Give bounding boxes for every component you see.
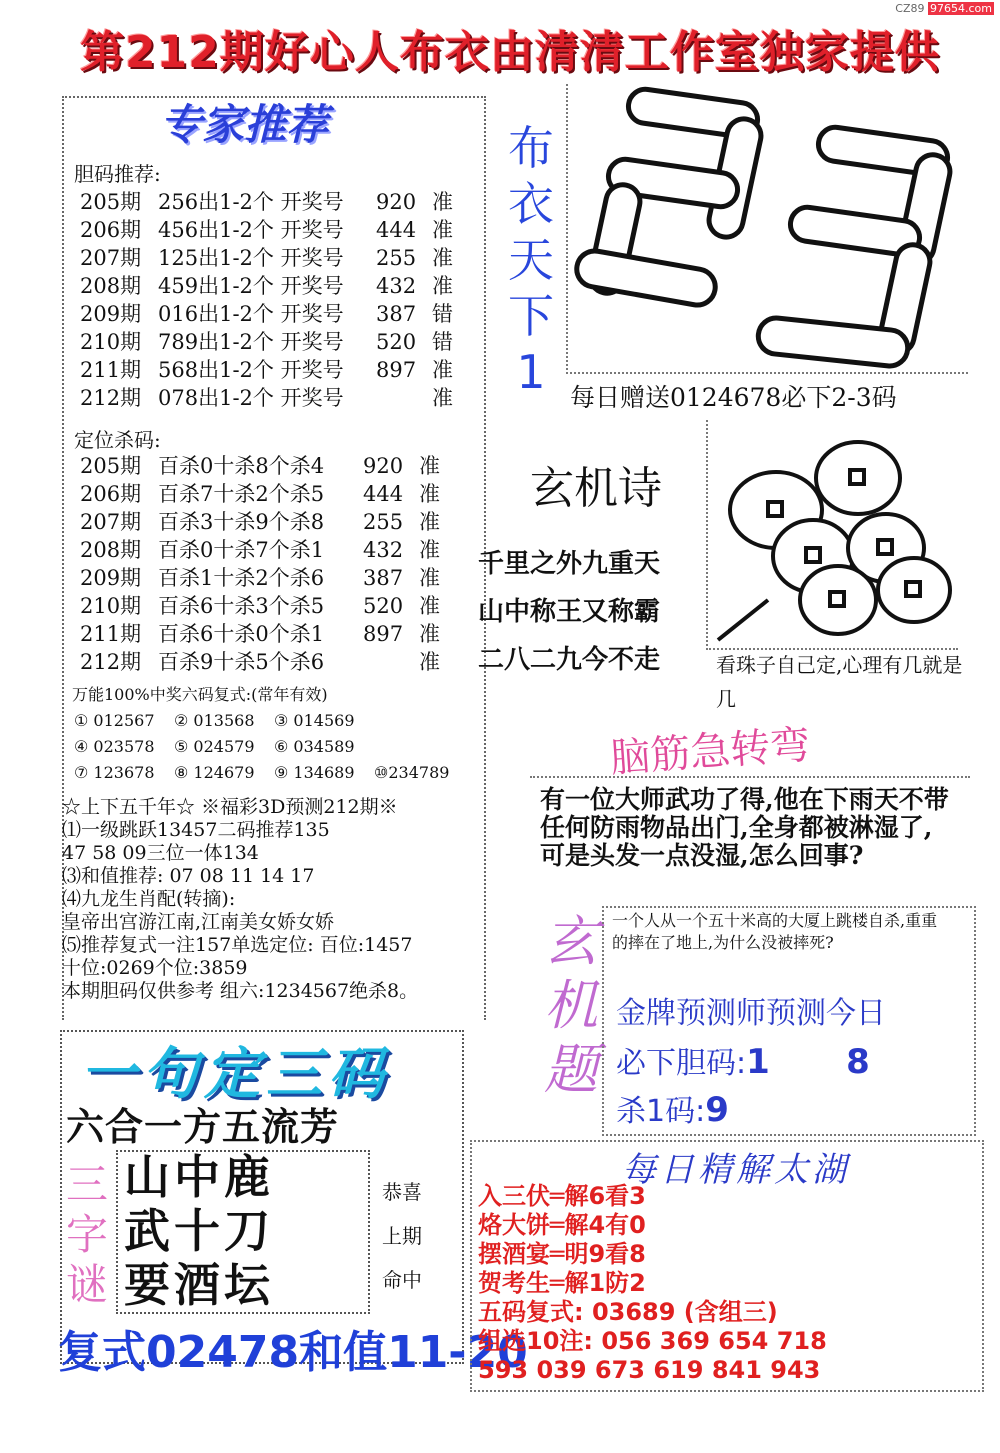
row-result: 准 bbox=[432, 218, 453, 242]
row-period: 209期 bbox=[80, 302, 142, 326]
row-text: 百杀7十杀2个杀5 bbox=[158, 482, 325, 506]
history-line: ☆上下五千年☆ ※福彩3D预测212期※ bbox=[62, 796, 398, 818]
table-row bbox=[80, 244, 462, 272]
row-text: 百杀6十杀3个杀5 bbox=[158, 594, 325, 618]
row-text: 016出1-2个 开奖号 bbox=[158, 302, 344, 326]
taihu-line: 组选10注: 056 369 654 718 bbox=[478, 1327, 827, 1355]
row-number: 432 bbox=[376, 274, 417, 298]
congrats-line: 命中 bbox=[382, 1268, 422, 1292]
combo-row bbox=[74, 760, 474, 786]
row-result: 准 bbox=[419, 510, 440, 534]
table-row bbox=[80, 216, 462, 244]
row-period: 206期 bbox=[80, 218, 142, 242]
congrats-line: 上期 bbox=[382, 1224, 422, 1248]
must-digit-b: 8 bbox=[846, 1042, 870, 1082]
watermark bbox=[895, 2, 994, 15]
congrats-line: 恭喜 bbox=[382, 1180, 422, 1204]
watermark-part2: 97654.com bbox=[930, 2, 992, 15]
row-result: 准 bbox=[419, 482, 440, 506]
row-number: 432 bbox=[363, 538, 404, 562]
table-row bbox=[80, 564, 449, 592]
row-text: 256出1-2个 开奖号 bbox=[158, 190, 344, 214]
must-digits bbox=[616, 1038, 870, 1082]
row-period: 206期 bbox=[80, 482, 142, 506]
table-row bbox=[80, 480, 449, 508]
combo-item: ⑨ 134689 bbox=[274, 763, 355, 782]
combo-row bbox=[74, 734, 474, 760]
history-line: 47 58 09三位一体134 bbox=[62, 842, 259, 864]
row-text: 百杀3十杀9个杀8 bbox=[158, 510, 325, 534]
sentence-main: 六合一方五流芳 bbox=[66, 1105, 340, 1149]
kill-label: 定位杀码: bbox=[74, 428, 161, 452]
taihu-line: 贺考生═解1防2 bbox=[478, 1269, 646, 1297]
row-period: 205期 bbox=[80, 454, 142, 478]
row-number: 920 bbox=[376, 190, 417, 214]
row-number: 255 bbox=[363, 510, 404, 534]
row-period: 210期 bbox=[80, 594, 142, 618]
taihu-line: 五码复式: 03689 (含组三) bbox=[478, 1298, 778, 1326]
history-line: 本期胆码仅供参考 组六:1234567绝杀8。 bbox=[62, 980, 419, 1002]
row-number: 387 bbox=[363, 566, 404, 590]
expert-title: 专家推荐 bbox=[160, 100, 329, 149]
domino-number-art bbox=[566, 84, 968, 374]
row-text: 568出1-2个 开奖号 bbox=[158, 358, 344, 382]
row-number: 255 bbox=[376, 246, 417, 270]
gold-predictor: 金牌预测师预测今日 bbox=[616, 996, 886, 1031]
combo-item: ⑥ 034589 bbox=[274, 737, 355, 756]
riddle-line: 武十刀 bbox=[124, 1204, 274, 1258]
row-number: 897 bbox=[363, 622, 404, 646]
row-text: 百杀6十杀0个杀1 bbox=[158, 622, 325, 646]
row-period: 209期 bbox=[80, 566, 142, 590]
combo-item: ③ 014569 bbox=[274, 711, 355, 730]
row-number: 897 bbox=[376, 358, 417, 382]
kill-table bbox=[80, 452, 449, 676]
row-text: 百杀1十杀2个杀6 bbox=[158, 566, 325, 590]
row-number: 444 bbox=[363, 482, 404, 506]
table-row bbox=[80, 188, 462, 216]
page-title: 第212期好心人布衣由清清工作室独家提供 bbox=[80, 27, 940, 78]
row-text: 789出1-2个 开奖号 bbox=[158, 330, 344, 354]
poem-line: 千里之外九重天 bbox=[478, 549, 661, 579]
row-result: 准 bbox=[432, 246, 453, 270]
row-period: 212期 bbox=[80, 386, 142, 410]
table-row bbox=[80, 508, 449, 536]
row-number: 520 bbox=[376, 330, 417, 354]
sentence-title: 一句定三码 bbox=[80, 1042, 390, 1107]
row-number: 444 bbox=[376, 218, 417, 242]
table-row bbox=[80, 592, 449, 620]
poem-line: 二八二九今不走 bbox=[478, 645, 661, 675]
kill-digit bbox=[616, 1086, 729, 1130]
row-result: 准 bbox=[419, 454, 440, 478]
table-row bbox=[80, 536, 449, 564]
row-period: 210期 bbox=[80, 330, 142, 354]
danma-table bbox=[80, 188, 462, 412]
taihu-line: 烙大饼═解4有0 bbox=[478, 1211, 646, 1239]
domino-icon bbox=[568, 84, 968, 372]
row-result: 准 bbox=[419, 594, 440, 618]
row-result: 错 bbox=[432, 302, 453, 326]
taihu-line: 入三伏═解6看3 bbox=[478, 1182, 646, 1210]
table-row bbox=[80, 384, 462, 412]
history-box bbox=[62, 796, 482, 1003]
table-row bbox=[80, 452, 449, 480]
taihu-line: 摆酒宴═明9看8 bbox=[478, 1240, 646, 1268]
brain-teaser-text: 有一位大师武功了得,他在下雨天不带任何防雨物品出门,全身都被淋湿了,可是头发一点没湿,怎么回事? bbox=[540, 785, 949, 870]
row-text: 459出1-2个 开奖号 bbox=[158, 274, 344, 298]
beads-note: 看珠子自己定,心理有几就是几 bbox=[716, 653, 963, 711]
combo-item: ⑧ 124679 bbox=[174, 763, 255, 782]
puzzle-text: 一个人从一个五十米高的大厦上跳楼自杀,重重的摔在了地上,为什么没被摔死? bbox=[612, 911, 938, 952]
history-line: 十位:0269个位:3859 bbox=[62, 957, 248, 979]
combo-item: ⑩234789 bbox=[374, 763, 450, 782]
table-row bbox=[80, 648, 449, 676]
puzzle-label: 玄机题 bbox=[544, 910, 598, 1101]
row-text: 078出1-2个 开奖号 bbox=[158, 386, 344, 410]
mystic-poem bbox=[478, 540, 660, 684]
combo-item: ⑦ 123678 bbox=[74, 763, 155, 782]
compound-bet: 复式02478和值11-20 bbox=[58, 1327, 528, 1378]
row-period: 208期 bbox=[80, 274, 142, 298]
row-number: 387 bbox=[376, 302, 417, 326]
taihu-lines bbox=[478, 1182, 827, 1385]
row-result: 准 bbox=[432, 274, 453, 298]
row-result: 错 bbox=[432, 330, 453, 354]
combo-item: ⑤ 024579 bbox=[174, 737, 255, 756]
kill-digit-value: 9 bbox=[705, 1090, 729, 1130]
combo-item: ④ 023578 bbox=[74, 737, 155, 756]
riddle-line: 要酒坛 bbox=[124, 1258, 274, 1312]
kill-digit-label: 杀1码: bbox=[616, 1094, 706, 1129]
combo-title: 万能100%中奖六码复式:(常年有效) bbox=[72, 685, 328, 704]
row-period: 211期 bbox=[80, 622, 142, 646]
row-result: 准 bbox=[419, 538, 440, 562]
row-period: 211期 bbox=[80, 358, 142, 382]
vertical-brand: 布衣天下1 bbox=[508, 121, 554, 399]
row-result: 准 bbox=[432, 190, 453, 214]
brain-teaser-title: 脑筋急转弯 bbox=[608, 722, 812, 782]
row-result: 准 bbox=[419, 650, 440, 674]
combo-row bbox=[74, 708, 474, 734]
history-line: ⑶和值推荐: 07 08 11 14 17 bbox=[62, 865, 315, 887]
history-line: ⑸推荐复式一注157单选定位: 百位:1457 bbox=[62, 934, 413, 956]
row-text: 百杀0十杀7个杀1 bbox=[158, 538, 325, 562]
history-line: ⑴一级跳跃13457二码推荐135 bbox=[62, 819, 330, 841]
row-number: 920 bbox=[363, 454, 404, 478]
row-text: 456出1-2个 开奖号 bbox=[158, 218, 344, 242]
coin-beads-icon bbox=[708, 420, 958, 648]
row-result: 准 bbox=[419, 566, 440, 590]
riddle-label: 三字谜 bbox=[65, 1160, 108, 1309]
row-text: 百杀0十杀8个杀4 bbox=[158, 454, 325, 478]
riddle-line: 山中鹿 bbox=[124, 1150, 274, 1204]
taihu-title: 每日精解太湖 bbox=[622, 1150, 850, 1190]
row-result: 准 bbox=[432, 386, 453, 410]
taihu-line: 593 039 673 619 841 943 bbox=[478, 1356, 821, 1384]
row-result: 准 bbox=[432, 358, 453, 382]
danma-label: 胆码推荐: bbox=[74, 162, 161, 186]
row-period: 212期 bbox=[80, 650, 142, 674]
daily-gift: 每日赠送0124678必下2-3码 bbox=[570, 383, 897, 412]
table-row bbox=[80, 356, 462, 384]
combo-item: ① 012567 bbox=[74, 711, 155, 730]
row-period: 208期 bbox=[80, 538, 142, 562]
row-period: 207期 bbox=[80, 510, 142, 534]
beads-art bbox=[706, 420, 958, 650]
row-period: 205期 bbox=[80, 190, 142, 214]
combo-list bbox=[74, 708, 474, 786]
riddle-lines bbox=[124, 1150, 274, 1312]
row-period: 207期 bbox=[80, 246, 142, 270]
table-row bbox=[80, 300, 462, 328]
congrats-note bbox=[382, 1170, 422, 1302]
history-line: ⑷九龙生肖配(转摘): bbox=[62, 888, 236, 910]
table-row bbox=[80, 328, 462, 356]
combo-item: ② 013568 bbox=[174, 711, 255, 730]
table-row bbox=[80, 620, 449, 648]
row-text: 125出1-2个 开奖号 bbox=[158, 246, 344, 270]
must-digit-a: 1 bbox=[746, 1042, 770, 1082]
row-number: 520 bbox=[363, 594, 404, 618]
mystic-title: 玄机诗 bbox=[530, 463, 662, 514]
must-label: 必下胆码: bbox=[616, 1046, 747, 1081]
row-text: 百杀9十杀5个杀6 bbox=[158, 650, 325, 674]
row-result: 准 bbox=[419, 622, 440, 646]
watermark-part1: CZ89 bbox=[895, 2, 925, 15]
table-row bbox=[80, 272, 462, 300]
poem-line: 山中称王又称霸 bbox=[478, 597, 661, 627]
history-line: 皇帝出宫游江南,江南美女娇女娇 bbox=[62, 911, 335, 933]
